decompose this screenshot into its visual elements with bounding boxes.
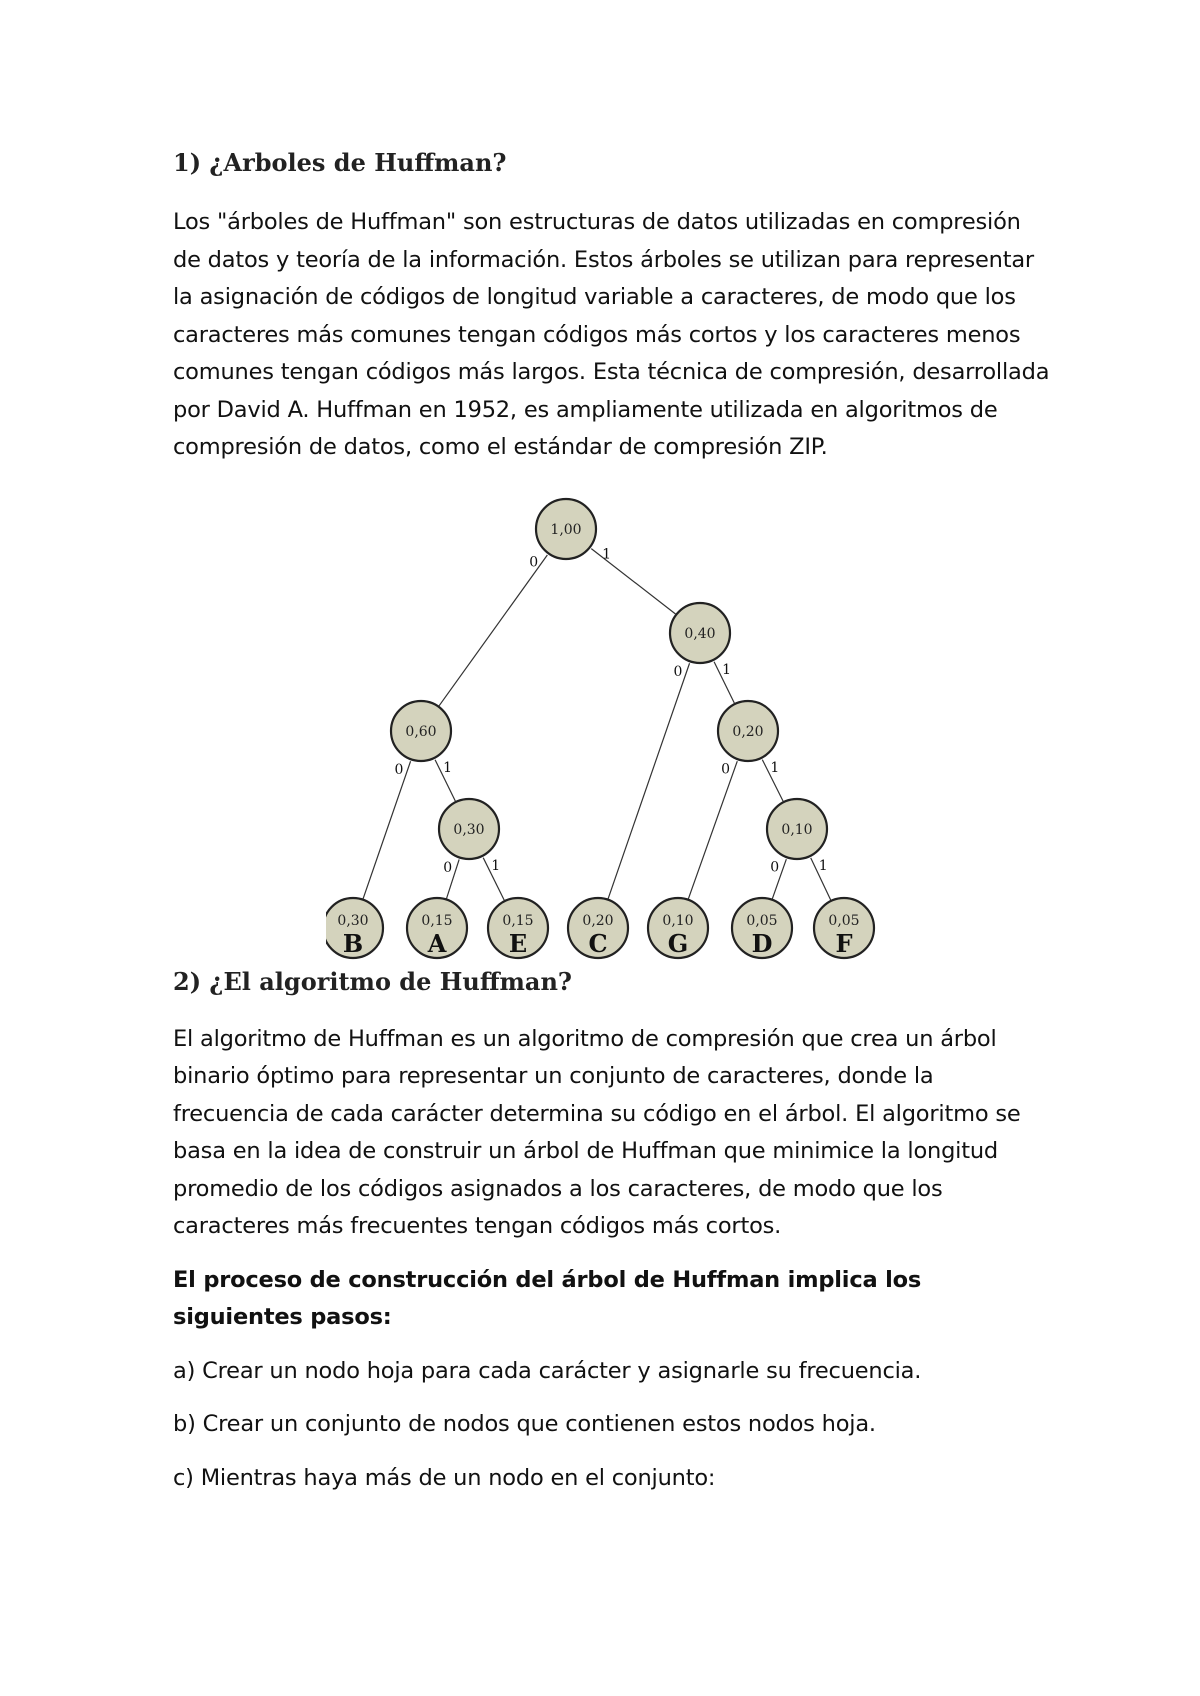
node-value: 0,10: [662, 912, 694, 929]
edge-bit-label: 0: [721, 761, 731, 778]
node-letter: F: [835, 928, 853, 958]
tree-node-n030: [439, 799, 499, 859]
process-title: El proceso de construcción del árbol de Huffman implica los siguientes pasos:: [173, 1266, 922, 1330]
node-value: 0,15: [421, 912, 453, 929]
tree-node-leafB: [326, 898, 383, 958]
node-value: 0,30: [337, 912, 369, 929]
tree-node-leafD: [732, 898, 792, 958]
tree-edge-n040-leafC: [608, 663, 689, 898]
node-letter: E: [508, 928, 528, 958]
node-value: 0,30: [453, 821, 485, 838]
edge-bit-label: 1: [722, 661, 732, 678]
tree-edge-root-n060: [439, 554, 547, 705]
node-letter: C: [588, 928, 608, 958]
tree-node-leafA: [407, 898, 467, 958]
tree-node-root: [536, 499, 596, 559]
node-letter: A: [427, 928, 447, 958]
tree-nodes: [326, 499, 874, 958]
edge-bit-label: 0: [673, 663, 683, 680]
node-letter: G: [667, 928, 689, 958]
node-value: 1,00: [550, 521, 582, 538]
section-2-heading: 2) ¿El algoritmo de Huffman?: [173, 966, 572, 996]
edge-bit-label: 0: [529, 553, 539, 570]
edge-bit-label: 0: [394, 761, 404, 778]
tree-node-leafC: [568, 898, 628, 958]
section-1-heading: 1) ¿Arboles de Huffman?: [173, 148, 507, 177]
step-a: a) Crear un nodo hoja para cada carácter y asignarle su frecuencia.: [173, 1357, 922, 1384]
section-2-paragraph: El algoritmo de Huffman es un algoritmo de compresión que crea un árbol binario óptimo para representar un conjunto de caracteres, donde la frecuencia de cada carácter determina su código en el árbol. El algoritmo se basa en la idea de construir un árbol de Huffman que minimice la longitud promedio de los códigos asignados a los caracteres, de modo que los caracteres más frecuentes tengan códigos más cortos.: [173, 1025, 1021, 1239]
node-letter: D: [751, 928, 773, 958]
huffman-tree-figure: [326, 475, 886, 965]
node-value: 0,40: [684, 625, 716, 642]
edge-bit-label: 1: [818, 857, 828, 874]
document-content: [173, 138, 1053, 1497]
node-value: 0,20: [732, 723, 764, 740]
node-value: 0,20: [582, 912, 614, 929]
tree-node-leafF: [814, 898, 874, 958]
edge-bit-label: 1: [443, 759, 453, 776]
tree-edge-n020-leafG: [688, 761, 737, 899]
tree-edge-n060-leafB: [363, 761, 410, 898]
tree-node-leafE: [488, 898, 548, 958]
section-1-paragraph: Los "árboles de Huffman" son estructuras de datos utilizadas en compresión de datos y teoría de la información. Estos árboles se utilizan para representar la asignación de códigos de longitud variable a caracteres, de modo que los caracteres más comunes tengan códigos más cortos y los caracteres menos comunes tengan códigos más largos. Esta técnica de compresión, desarrollada por David A. Huffman en 1952, es ampliamente utilizada en algoritmos de compresión de datos, como el estándar de compresión ZIP.: [173, 209, 1050, 460]
node-value: 0,60: [405, 723, 437, 740]
edge-bit-label: 1: [602, 546, 612, 563]
node-value: 0,05: [828, 912, 860, 929]
tree-node-n020: [718, 701, 778, 761]
tree-node-n040: [670, 603, 730, 663]
node-value: 0,15: [502, 912, 534, 929]
tree-node-n010: [767, 799, 827, 859]
node-letter: B: [342, 928, 364, 958]
step-b: b) Crear un conjunto de nodos que contienen estos nodos hoja.: [173, 1411, 876, 1437]
tree-node-leafG: [648, 898, 708, 958]
edge-bit-label: 0: [443, 859, 453, 876]
node-value: 0,05: [746, 912, 778, 929]
edge-bit-label: 1: [491, 857, 501, 874]
step-c: c) Mientras haya más de un nodo en el conjunto:: [173, 1464, 716, 1491]
node-value: 0,10: [781, 821, 813, 838]
tree-node-n060: [391, 701, 451, 761]
edge-bit-label: 0: [770, 859, 780, 876]
edge-bit-label: 1: [770, 759, 780, 776]
